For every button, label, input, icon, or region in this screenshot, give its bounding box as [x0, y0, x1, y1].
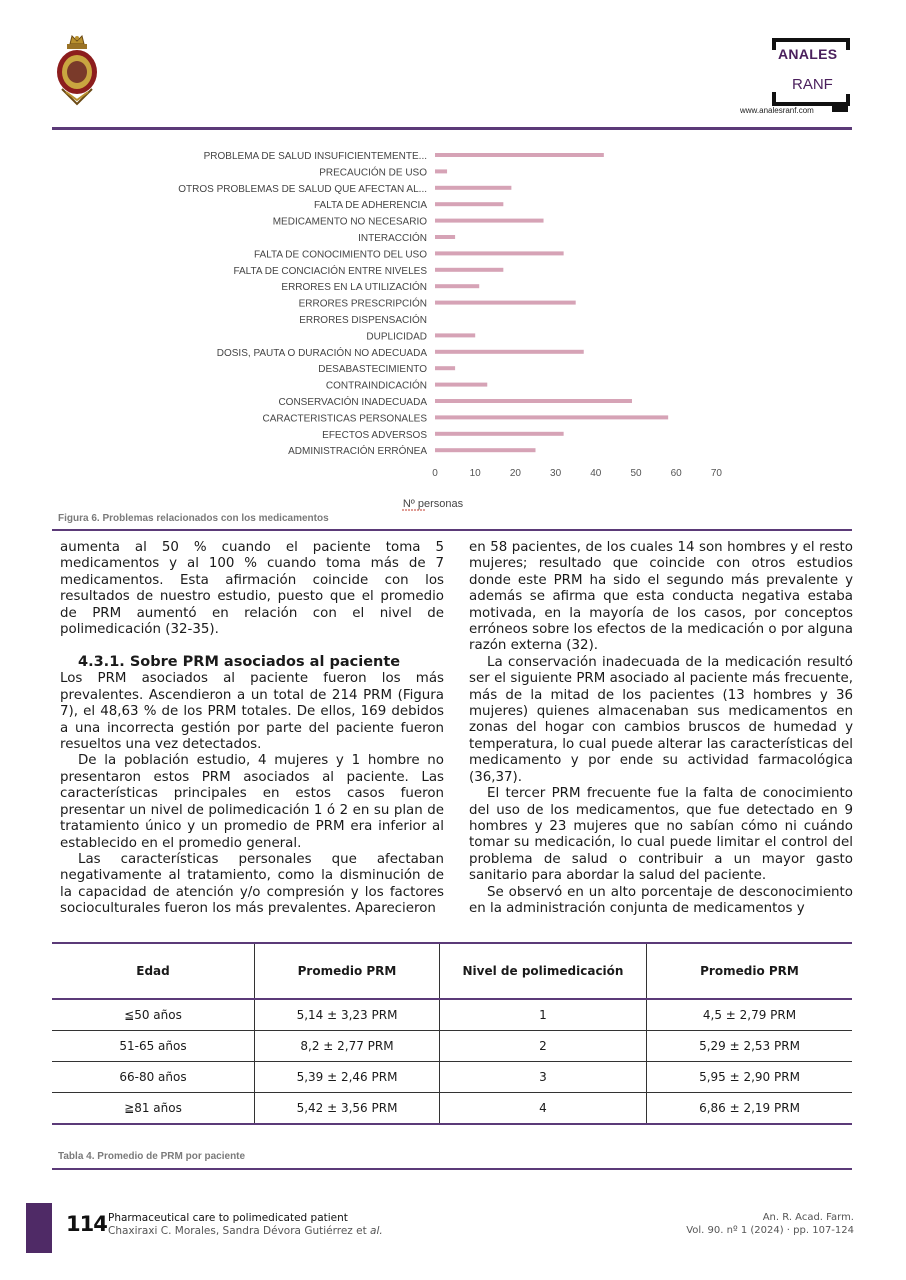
running-authors: [108, 1225, 383, 1237]
logo-anales-text: ANALES: [778, 46, 838, 62]
chart-category-label: CONTRAINDICACIÓN: [325, 380, 427, 392]
chart-category-label: DESABASTECIMIENTO: [318, 364, 427, 376]
chart-category-label: ERRORES EN LA UTILIZACIÓN: [281, 282, 427, 294]
chart-x-tick-label: 50: [630, 468, 642, 479]
text-column-right: [469, 540, 853, 917]
table-cell: ≧81 años: [52, 1093, 255, 1125]
table-cell: 6,86 ± 2,19 PRM: [647, 1093, 853, 1125]
chart-bar: [435, 448, 536, 452]
chart-x-tick-label: 20: [509, 468, 521, 479]
table-cell: 4: [440, 1093, 647, 1125]
paragraph: De la población estudio, 4 mujeres y 1 hombre no presentaron estos PRM asociados al paciente. Las características principales en estos casos fueron presentar un nivel de polimedicación 1 ó 2 en su plan de tratamiento único y un promedio de PRM era inferior al establecido en el promedio general.: [60, 753, 444, 851]
header-rule: [52, 127, 852, 130]
chart-category-label: FALTA DE ADHERENCIA: [314, 200, 427, 212]
paragraph: Los PRM asociados al paciente fueron los más prevalentes. Ascendieron a un total de 214 PRM (Figura 7), el 48,63 % de los PRM totales. De ellos, 169 debidos a una incorrecta gestión por parte del paciente fueron resueltos una vez detectados.: [60, 671, 444, 753]
chart-bar: [435, 153, 604, 157]
table-cell: 8,2 ± 2,77 PRM: [255, 1031, 440, 1062]
chart-category-label: CONSERVACIÓN INADECUADA: [278, 397, 427, 408]
chart-category-label: FALTA DE CONCIACIÓN ENTRE NIVELES: [233, 265, 427, 277]
chart-category-label: ERRORES DISPENSACIÓN: [299, 315, 427, 326]
prm-bar-chart: [52, 140, 852, 512]
logo-ranf-text: RANF: [792, 76, 833, 93]
chart-bar: [435, 399, 632, 403]
chart-bar: [435, 202, 503, 206]
table-cell: 5,29 ± 2,53 PRM: [647, 1031, 853, 1062]
chart-bar: [435, 383, 487, 387]
chart-x-tick-label: 40: [590, 468, 602, 479]
table-row: [52, 1093, 852, 1125]
chart-x-tick-label: 0: [432, 468, 438, 479]
prm-average-table: [52, 942, 852, 1125]
table-rule: [52, 1168, 852, 1170]
paragraph: El tercer PRM frecuente fue la falta de conocimiento del uso de los medicamentos, que fue detectado en 9 hombres y 23 mujeres que no sabían cómo ni cuándo tomar su medicación, lo cual puede limitar el control del problema de salud o contribuir a un mayor gasto sanitario para abordar la salud del paciente.: [469, 786, 853, 884]
chart-x-tick-label: 60: [670, 468, 682, 479]
table-cell: 1: [440, 999, 647, 1031]
table-caption: Tabla 4. Promedio de PRM por paciente: [58, 1151, 246, 1162]
chart-bar: [435, 350, 584, 354]
chart-bar: [435, 301, 576, 305]
table-cell: 2: [440, 1031, 647, 1062]
table-header-cell: Nivel de polimedicación: [440, 943, 647, 999]
journal-volume: Vol. 90. nº 1 (2024) · pp. 107-124: [686, 1225, 854, 1236]
chart-bar: [435, 366, 455, 370]
paragraph: en 58 pacientes, de los cuales 14 son hombres y el resto mujeres; resultado que coincide con otros estudios donde este PRM ha sido el segundo más prevalente y además se afirma que esta conducta negativa estaba motivada, en la mayoría de los casos, por conceptos erróneos sobre los efectos de la medicación o por alguna razón externa (32).: [469, 540, 853, 654]
logo-url-link[interactable]: www.analesranf.com: [740, 106, 814, 115]
table-cell: 4,5 ± 2,79 PRM: [647, 999, 853, 1031]
chart-bar: [435, 235, 455, 239]
figure-caption: Figura 6. Problemas relacionados con los medicamentos: [58, 513, 329, 524]
chart-category-label: PROBLEMA DE SALUD INSUFICIENTEMENTE...: [203, 151, 427, 162]
chart-bar: [435, 284, 479, 288]
table-cell: 5,42 ± 3,56 PRM: [255, 1093, 440, 1125]
chart-category-label: ERRORES PRESCRIPCIÓN: [298, 298, 427, 310]
chart-bar: [435, 432, 564, 436]
chart-category-label: PRECAUCIÓN DE USO: [319, 167, 427, 179]
table-header-cell: Promedio PRM: [255, 943, 440, 999]
journal-logo: [740, 36, 852, 122]
chart-category-label: EFECTOS ADVERSOS: [322, 429, 427, 441]
table-cell: 5,14 ± 3,23 PRM: [255, 999, 440, 1031]
table-cell: 66-80 años: [52, 1062, 255, 1093]
chart-bar: [435, 186, 511, 190]
text-column-left: [60, 540, 444, 918]
chart-bar: [435, 268, 503, 272]
paragraph: aumenta al 50 % cuando el paciente toma 5 medicamentos y al 100 % cuando toma más de 7 medicamentos. Esta afirmación coincide con los resultados de nuestro estudio, puesto que el promedio de PRM aumentó en relación con el nivel de polimedicación (32-35).: [60, 540, 444, 638]
running-title: Pharmaceutical care to polimedicated patient: [108, 1212, 348, 1224]
royal-academy-crest-icon: [52, 34, 102, 106]
figure-rule: [52, 529, 852, 531]
table-cell: 5,95 ± 2,90 PRM: [647, 1062, 853, 1093]
paragraph: Las características personales que afectaban negativamente al tratamiento, como la disminución de la capacidad de atención y/o compresión y los factores socioculturales fueron los más prevalentes. Aparecieron: [60, 851, 444, 917]
table-row: [52, 1031, 852, 1062]
chart-x-axis-label: Nº personas: [402, 498, 464, 510]
chart-category-label: DUPLICIDAD: [366, 331, 427, 343]
table-header-cell: Edad: [52, 943, 255, 999]
table-cell: 51-65 años: [52, 1031, 255, 1062]
chart-category-label: OTROS PROBLEMAS DE SALUD QUE AFECTAN AL...: [178, 183, 427, 195]
chart-x-tick-label: 70: [710, 468, 722, 479]
chart-category-label: MEDICAMENTO NO NECESARIO: [272, 216, 427, 228]
authors-al: al.: [370, 1225, 383, 1237]
table-cell: 5,39 ± 2,46 PRM: [255, 1062, 440, 1093]
table-header-cell: Promedio PRM: [647, 943, 853, 999]
authors-text: Chaxiraxi C. Morales, Sandra Dévora Gutiérrez et: [108, 1225, 371, 1237]
chart-bar: [435, 219, 544, 223]
chart-bar: [435, 333, 475, 337]
table-row: [52, 999, 852, 1031]
section-heading: 4.3.1. Sobre PRM asociados al paciente: [78, 654, 401, 671]
chart-x-tick-label: 10: [469, 468, 481, 479]
chart-category-label: DOSIS, PAUTA O DURACIÓN NO ADECUADA: [216, 347, 427, 359]
chart-bar: [435, 415, 668, 419]
chart-category-label: INTERACCIÓN: [358, 233, 427, 244]
chart-bar: [435, 251, 564, 255]
chart-category-label: ADMINISTRACIÓN ERRÓNEA: [288, 446, 427, 458]
chart-category-label: FALTA DE CONOCIMIENTO DEL USO: [254, 249, 427, 261]
table-header-row: [52, 943, 852, 999]
table-cell: ≦50 años: [52, 999, 255, 1031]
table-row: [52, 1062, 852, 1093]
table-cell: 3: [440, 1062, 647, 1093]
footer-color-block: [26, 1203, 52, 1253]
journal-name: An. R. Acad. Farm.: [762, 1212, 854, 1223]
paragraph: Se observó en un alto porcentaje de desconocimiento en la administración conjunta de medicamentos y: [469, 884, 853, 916]
paragraph: La conservación inadecuada de la medicación resultó ser el siguiente PRM asociado al paciente más frecuente, más de la mitad de los pacientes (13 hombres y 36 mujeres) quienes almacenaban sus medicamentos en zonas del hogar con cambios bruscos de humedad y temperatura, lo cual puede alterar las características del medicamento y por ende su actividad farmacológica (36,37).: [469, 654, 853, 785]
chart-bar: [435, 169, 447, 173]
page-number: 114: [66, 1212, 107, 1236]
chart-category-label: CARACTERISTICAS PERSONALES: [262, 413, 427, 425]
chart-x-tick-label: 30: [550, 468, 562, 479]
